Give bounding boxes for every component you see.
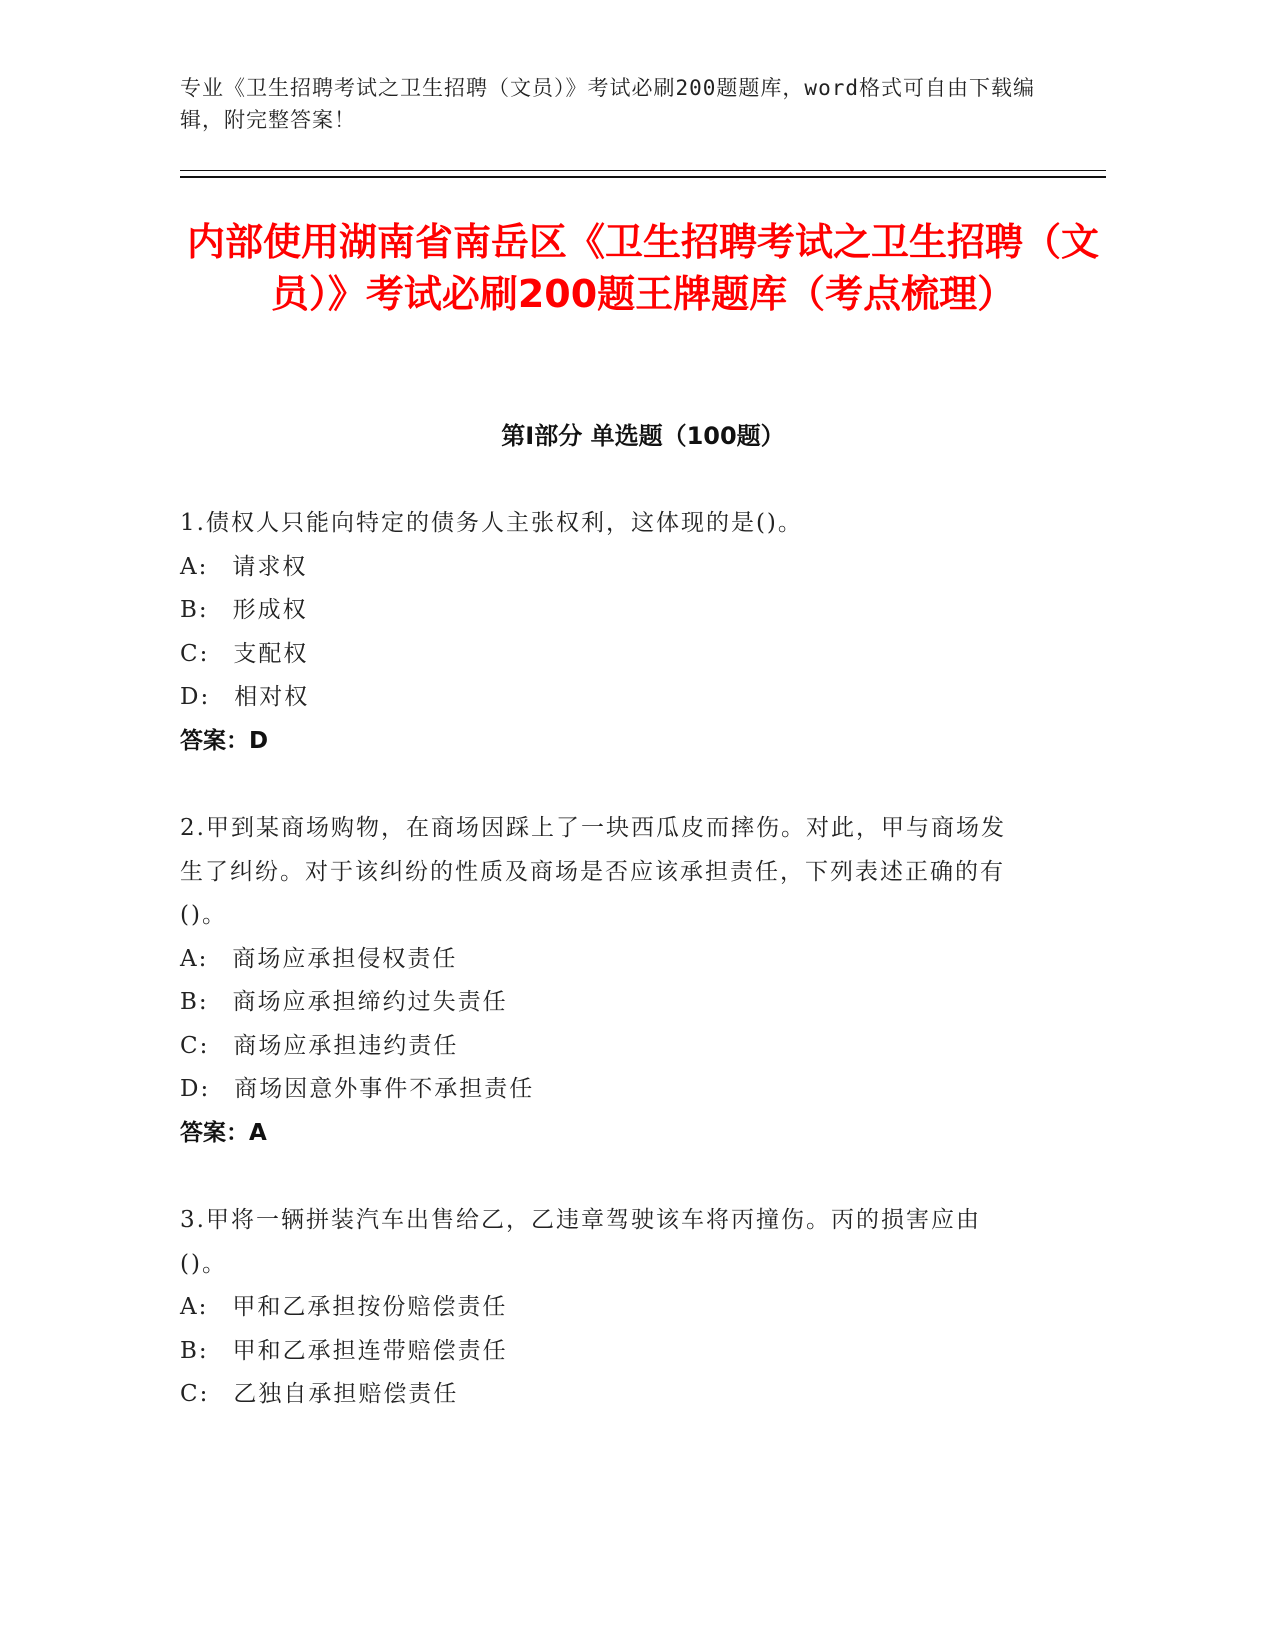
option-text: 商场应承担侵权责任 [232,945,458,972]
option-c [180,1373,1020,1417]
option-letter: B: [180,1337,209,1364]
option-letter: D: [180,1076,211,1102]
option-text: 相对权 [234,684,310,710]
option-letter: A: [180,553,209,580]
question-3 [180,1199,1020,1417]
option-text: 商场因意外事件不承担责任 [234,1076,535,1102]
option-text: 请求权 [232,553,308,580]
option-text: 乙独自承担赔偿责任 [233,1381,459,1407]
question-list [180,502,1020,1461]
question-1 [180,502,1020,763]
option-c [180,633,1020,677]
option-d [180,1068,1020,1112]
header-note: 专业《卫生招聘考试之卫生招聘（文员）》考试必刷200题题库，word格式可自由下载编辑，附完整答案！ [180,76,1035,132]
option-a [180,1286,1020,1330]
option-text: 支配权 [233,640,309,667]
question-2 [180,807,1020,1155]
answer: 答案：A [180,1119,267,1146]
option-letter: A: [180,945,209,972]
question-stem: 1.债权人只能向特定的债务人主张权利，这体现的是()。 [180,510,803,536]
option-text: 甲和乙承担按份赔偿责任 [232,1294,508,1320]
option-letter: C: [180,1032,210,1059]
option-d [180,676,1020,720]
section-heading: 第Ⅰ部分 单选题（100题） [501,422,785,450]
answer: 答案：D [180,727,269,754]
option-a [180,546,1020,590]
option-letter: C: [180,1381,210,1407]
option-b [180,981,1020,1025]
question-stem: 3.甲将一辆拼装汽车出售给乙，乙违章驾驶该车将丙撞伤。丙的损害应由()。 [180,1207,981,1277]
option-letter: A: [180,1294,209,1320]
option-text: 商场应承担缔约过失责任 [232,989,508,1015]
option-b [180,1330,1020,1374]
option-text: 甲和乙承担连带赔偿责任 [232,1337,508,1364]
option-letter: D: [180,684,211,710]
option-a [180,938,1020,982]
option-letter: C: [180,640,210,667]
question-stem: 2.甲到某商场购物，在商场因踩上了一块西瓜皮而摔伤。对此，甲与商场发生了纠纷。对于该纠纷的性质及商场是否应该承担责任，下列表述正确的有()。 [180,815,1006,928]
document-title: 内部使用湖南省南岳区《卫生招聘考试之卫生招聘（文员）》考试必刷200题王牌题库（考点梳理） [186,220,1099,316]
option-text: 形成权 [232,597,308,623]
option-letter: B: [180,989,209,1015]
option-c [180,1025,1020,1069]
option-text: 商场应承担违约责任 [233,1032,459,1059]
option-b [180,589,1020,633]
header-divider-thin [180,170,1106,171]
header-divider-thick [180,176,1106,178]
option-letter: B: [180,597,209,623]
